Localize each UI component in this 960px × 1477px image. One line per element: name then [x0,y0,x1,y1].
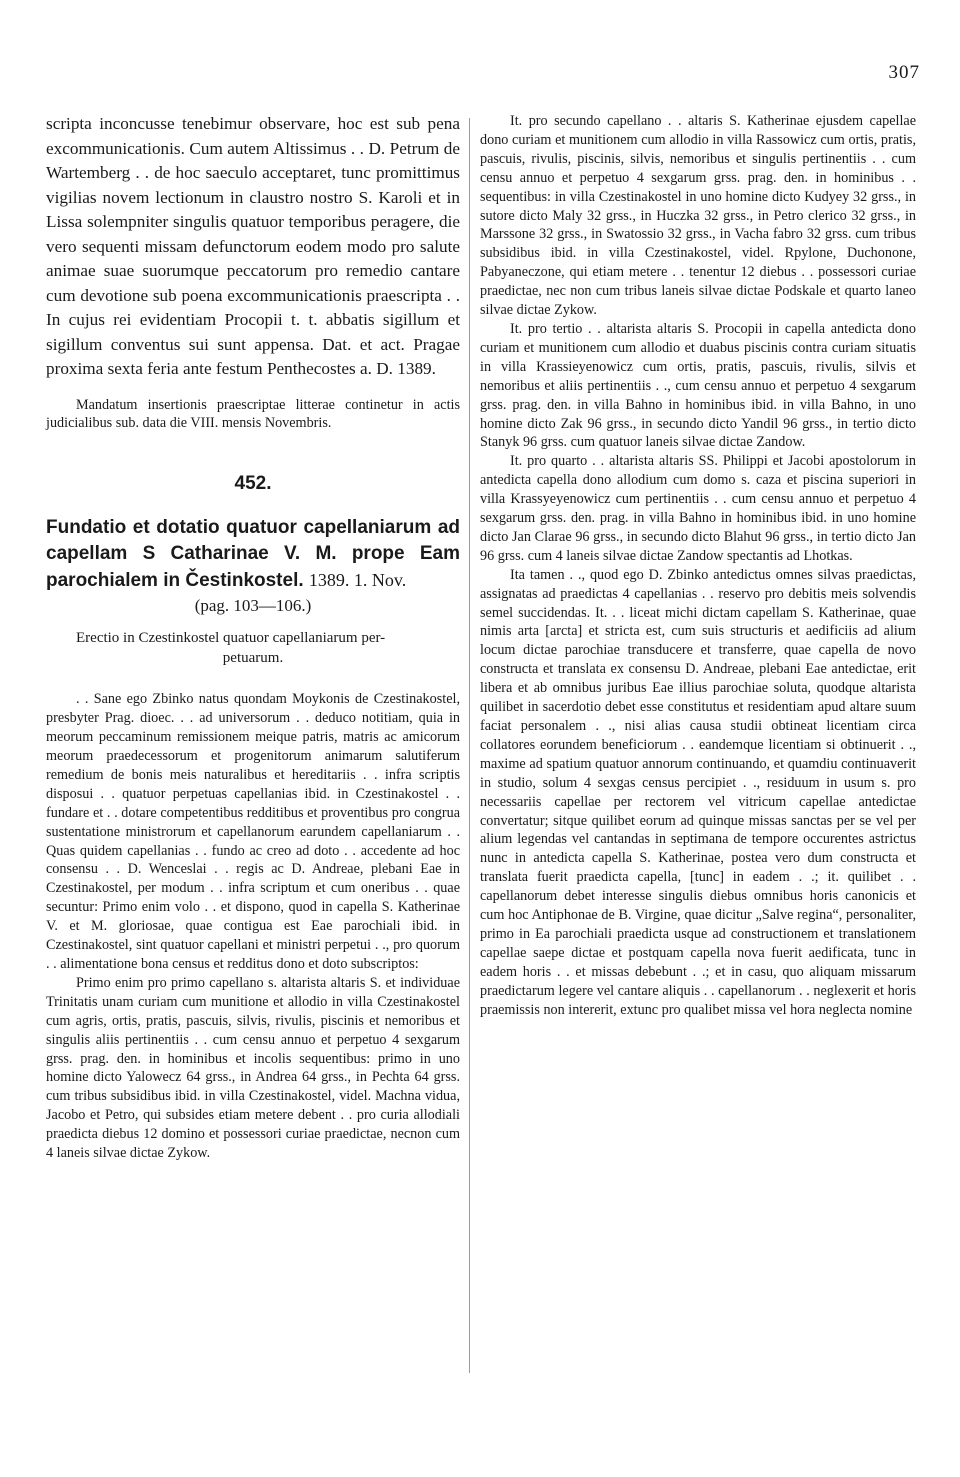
document-heading [46,515,460,594]
heading-title: Fundatio et dotatio quatuor capellaniarum ad capellam S Catharinae V. M. prope Eam parochialem in Čestinkostel. [46,517,460,592]
right-column [480,112,916,1020]
page-reference: (pag. 103—106.) [194,596,312,616]
heading-date: 1389. 1. Nov. [308,570,407,591]
right-paragraph-3: It. pro quarto . . altarista altaris SS. Philippi et Jacobi apostolorum in antedicta capella dono allodium cum domo s. caza et piscina superiori in villa Krassyeyenowicz cum pertinentiis . . cum censu annuo et perpetuo 4 sexgarum grss. den. prag. in villa Bahno in hominibus ibid. in uno homine dicto Jan Clarae 96 grss., in secundo dicto Blahut 96 grss., in tertio dicto Jan 96 grss. cum 4 laneis silvae dictae Zandow spectantis ad Lhotkas. [480,453,916,564]
page-number: 307 [888,62,920,83]
document-number: 452. [234,473,272,495]
left-paragraph-2: . . Sane ego Zbinko natus quondam Moykonis de Czestinakostel, presbyter Prag. dioec. . . ad universorum . . deduco notitiam, quia in meorum peccaminum remissionem meique patris, matris ac amicorum meorum praedecessorum et progenitorum animarum salutiferum remedium de bonis meis naturalibus et hereditariis . . infra scriptis disposui . . quatuor perpetuas capellanias ibid. in Czestinakostel . . fundare et . . dotare competentibus redditibus et proventibus pro congrua sustentatione ministrorum et capellanorum earundem capellaniarum . . Quas quidem capellanias . . fundo ac creo ad doto . . accedente ad hoc consensu . . D. Wenceslai . . regis ac D. Andreae, plebani Eae in Czestinakostel, per modum . . infra scriptum et cum oneribus . . quae secuntur: Primo enim volo . . et dispono, quod in capella S. Katherinae V. et M. gloriosae, quae contigua est Eae parochiali ibid. in Czestinakostel, sint quatuor capellani et ministri perpetui . ., pro quorum . . alimentatione bona census et redditus dono et doto subscriptos: [46,691,460,972]
regest-line-2: petuarum. [222,650,284,667]
left-column [46,112,460,1163]
right-paragraph-1: It. pro secundo capellano . . altaris S. Katherinae ejusdem capellae dono curiam et munitionem cum allodio in villa Rassowicz cum ortis, pratis, pascuis, rivulis, piscinis, silvis, nemoribus et singulis pertinentiis . . cum censu annuo et perpetuo 4 sexgarum grss. prag. den. in hominibus . . sequentibus: in villa Czestinakostel in uno homine dicto Kudyey 32 grss., in sutore dicto Maly 32 grss., in Huczka 32 grss., in Petro clerico 32 grss., in Marssone 32 grss., in Swatossio 32 grss., in Vacha fabro 32 grss. cum tribus subsidibus ibid. in villa Czestinakostel, videl. Rpylone, Duchonone, Pabyaneczone, qui etiam metere . . tenentur 12 diebus . . possessori curiae praedictae, nec non cum tribus laneis silvae dictae Podskale et quarto laneo silvae dictae Zykow. [480,113,916,319]
regest [46,628,460,668]
left-paragraph-3: Primo enim pro primo capellano s. altarista altaris S. et individuae Trinitatis unam curiam cum munitione et allodio in villa Czestinakostel cum agris, ortis, pratis, pascuis, silvis, rivulis, piscinis et nemoribus et singulis aliis pertinentiis . . cum censu annuo et perpetuo 4 sexgarum grss. prag. den. in hominibus et incolis sequentibus: primo in uno homine dicto Yalowecz 64 grss., in Andrea 64 grss., in Pechta 64 grss. cum tribus subsidibus ibid. in villa Czestinakostel, videl. Machna vidua, Jacobo et Petro, qui subsides etiam metere debent . . pro curia allodiali praedicta diebus 12 domino et possessori curiae praedictae, necnon cum 4 laneis silvae dictae Zykow. [46,974,460,1162]
right-paragraph-2: It. pro tertio . . altarista altaris S. Procopii in capella antedicta dono curiam et munitionem cum allodio et duabus piscinis contra curiam situatis in villa Krassieyenowicz cum ortis, pratis, pascuis, rivulis, silvis et nemoribus et aliis pertinentiis . ., cum censu annuo et perpetuo 4 sexgarum grss. prag. den. in villa Bahno in hominibus ibid. in villa Bahno, in uno homine dicto Zak 96 grss., in secundo dicto Yandil 96 grss., in tertio dicto Stanyk 96 grss. cum quatuor laneis silvae dictae Zandow. [480,320,916,451]
left-paragraph-1: scripta inconcusse tenebimur observare, hoc est sub pena excommunicationis. Cum autem Altissimus . . D. Petrum de Wartemberg . . de hoc saeculo acceptaret, tunc promittimus vigilias novem lectionum in claustro nostro S. Karoli et in Lissa solempniter singulis quatuor temporibus peragere, die vero sequenti missam defunctorum eodem modo pro salute animae suae suorumque peccatorum pro remedio cantare cum devotione sub poena excommunicationis praescripta . . In cujus rei evidentiam Procopii t. t. abbatis sigillum et sigillum conventus sui sunt appensa. Dat. et act. Pragae proxima sexta feria ante festum Penthecostes a. D. 1389. [46,114,460,378]
column-divider [469,118,470,1373]
mandatum-note: Mandatum insertionis praescriptae litterae continetur in actis judicialibus sub. data die VIII. mensis Novembris. [46,396,460,432]
right-paragraph-4: Ita tamen . ., quod ego D. Zbinko antedictus omnes silvas praedictas, assignatas ad praedictas 4 capellanias . . reservo pro debitis meis solvendis semel succidendas. It. . . liceat michi dictam capellam S. Katherinae, quae nimis arta [arcta] et stricta est, cum suis structuris et aedificiis ad alium locum dictae parochiae transducere et transferre, quae capella de novo constructa et translata ex consensu D. Andreae, plebani Eae antedictae, erit libera et ab omnibus juribus Eae illius parochiae soluta, quodque altarista quilibet in sacerdotio debet esse constitutus et residentiam apud altare suum faciat personalem . ., nisi alias causa studii obtineat licentiam circa collatores eorundem beneficiorum . . eandemque licentiam si obtinuerit . ., maxime ad spatium quatuor annorum continuando, et quamdiu continuaverit in studio, solum 4 sexgas census percipiet . ., residuum in usum s. pro necessariis capellae per rectorem vel vitricum capellae antedictae convertatur; sitque quilibet eorum ad quinque missas sanctas per se vel per alium legendas vel cantandas in septimana de tempore occurentes astrictus nunc in antedicta capella S. Katherinae, postea vero dum constructa et translata fuerit praedicta capella, [tunc] in eadem . .; it. quilibet . . capellanorum debet interesse singulis diebus omnibus horis canonicis et cum hoc Antiphonae de B. Virgine, quae dicitur „Salve regina“, personaliter, primo in Ea parochiali praedicta usque ad constructionem et translationem capellae saepe dictae et postquam capella nova fuerit aedificata, tunc in eadem horis . . et missas debebunt . .; et in casu, quo aliquam missarum praedictarum legere vel cantare aliquis . . capellanorum . . neglexerit et horis praemissis non intererit, extunc pro qualibet missa vel hora neglecta nomine [480,566,916,1018]
regest-line-1: Erectio in Czestinkostel quatuor capellaniarum per- [76,630,386,647]
